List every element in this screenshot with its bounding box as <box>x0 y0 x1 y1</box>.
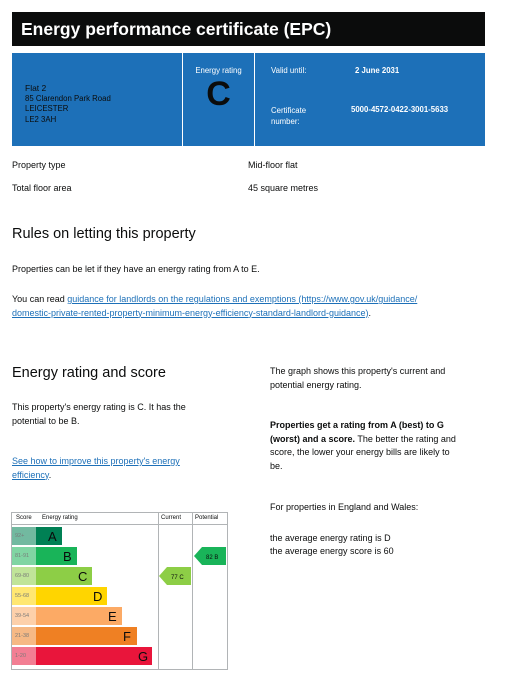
current-column-divider <box>158 513 159 669</box>
energy-rating-chart <box>11 512 228 670</box>
certificate-label-line: number: <box>271 117 300 126</box>
potential-rating-marker <box>194 547 226 565</box>
guidance-prefix: You can read <box>12 294 68 304</box>
band-letter: G <box>138 649 149 664</box>
energy-rating-box <box>182 53 255 146</box>
certificate-number-label <box>271 105 306 127</box>
band-range-label: 55-68 <box>12 587 36 605</box>
graph-description-line: potential energy rating. <box>270 379 362 390</box>
current-rating-marker-label: 77 C <box>171 575 184 581</box>
certificate-label-line: Certificate <box>271 106 307 115</box>
certificate-number-value: 5000-4572-0422-3001-5633 <box>351 105 449 114</box>
band-letter: C <box>78 569 88 584</box>
band-range-label: 81-91 <box>12 547 36 565</box>
guidance-link-continued[interactable]: domestic-private-rented-property-minimum-energy-efficiency-standard-landlord-guidance) <box>12 307 369 318</box>
england-wales-heading: For properties in England and Wales: <box>270 502 419 512</box>
rating-explanation-bold: (worst) and a score. <box>270 433 356 444</box>
chart-header-potential: Potential <box>195 515 219 521</box>
guidance-link[interactable]: guidance for landlords on the regulations and exemptions (https://www.gov.uk/guidance/ <box>67 294 418 304</box>
chart-header-current: Current <box>161 515 182 521</box>
address-line: Flat 2 <box>25 83 47 93</box>
band-range-label: 21-38 <box>12 627 36 645</box>
improve-efficiency-paragraph <box>12 455 180 482</box>
band-letter: F <box>123 629 131 644</box>
floor-area-value: 45 square metres <box>248 183 319 193</box>
current-rating-marker <box>159 567 191 585</box>
average-rating-line: the average energy rating is D <box>270 533 391 543</box>
letting-guidance-paragraph <box>12 293 492 320</box>
chart-header-score: Score <box>16 515 32 521</box>
band-letter: E <box>108 609 117 624</box>
link-suffix: . <box>48 469 52 480</box>
rating-explanation-text: The better the rating and <box>355 433 456 444</box>
property-type-label: Property type <box>12 160 66 170</box>
valid-until-label: Valid until: <box>271 66 307 75</box>
guidance-suffix: . <box>368 307 371 318</box>
address-line: 85 Clarendon Park Road <box>25 93 111 103</box>
band-letter: D <box>93 589 103 604</box>
valid-until-value: 2 June 2031 <box>355 66 400 75</box>
chart-header-rating: Energy rating <box>42 515 78 521</box>
property-type-value: Mid-floor flat <box>248 160 298 170</box>
average-score-line: the average energy score is 60 <box>270 546 394 556</box>
property-address <box>25 83 111 125</box>
potential-rating-marker-label: 82 B <box>206 555 219 561</box>
energy-rating-letter: C <box>206 75 231 113</box>
letting-paragraph: Properties can be let if they have an energy rating from A to E. <box>12 264 260 274</box>
page-title: Energy performance certificate (EPC) <box>12 12 485 46</box>
band-range-label: 92+ <box>12 527 36 545</box>
band-bar-g <box>36 647 152 665</box>
rating-explanation-text: score, the lower your energy bills are likely to <box>270 447 450 457</box>
header-divider <box>12 524 227 525</box>
energy-rating-label: Energy rating <box>195 66 242 75</box>
energy-score-heading: Energy rating and score <box>12 365 166 381</box>
band-range-label: 39-54 <box>12 607 36 625</box>
score-line: potential to be B. <box>12 415 80 426</box>
address-line: LE2 3AH <box>25 114 57 124</box>
energy-score-paragraph <box>12 401 186 428</box>
average-ratings <box>270 532 394 558</box>
score-line: This property's energy rating is C. It has the <box>12 402 186 412</box>
graph-description <box>270 365 445 392</box>
floor-area-label: Total floor area <box>12 183 72 193</box>
band-range-label: 1-20 <box>12 647 36 665</box>
address-line: LEICESTER <box>25 104 69 113</box>
improve-efficiency-link[interactable]: See how to improve this property's energy <box>12 456 180 466</box>
rating-explanation-bold: Properties get a rating from A (best) to G <box>270 420 444 430</box>
band-letter: B <box>63 549 72 564</box>
rating-explanation-text: be. <box>270 460 283 471</box>
improve-efficiency-link-continued[interactable]: efficiency <box>12 469 49 480</box>
band-range-label: 69-80 <box>12 567 36 585</box>
rating-explanation <box>270 419 490 473</box>
band-letter: A <box>48 529 57 544</box>
potential-column-divider <box>192 513 193 669</box>
graph-description-line: The graph shows this property's current and <box>270 366 446 376</box>
letting-heading: Rules on letting this property <box>12 226 196 242</box>
band-bar-f <box>36 627 137 645</box>
